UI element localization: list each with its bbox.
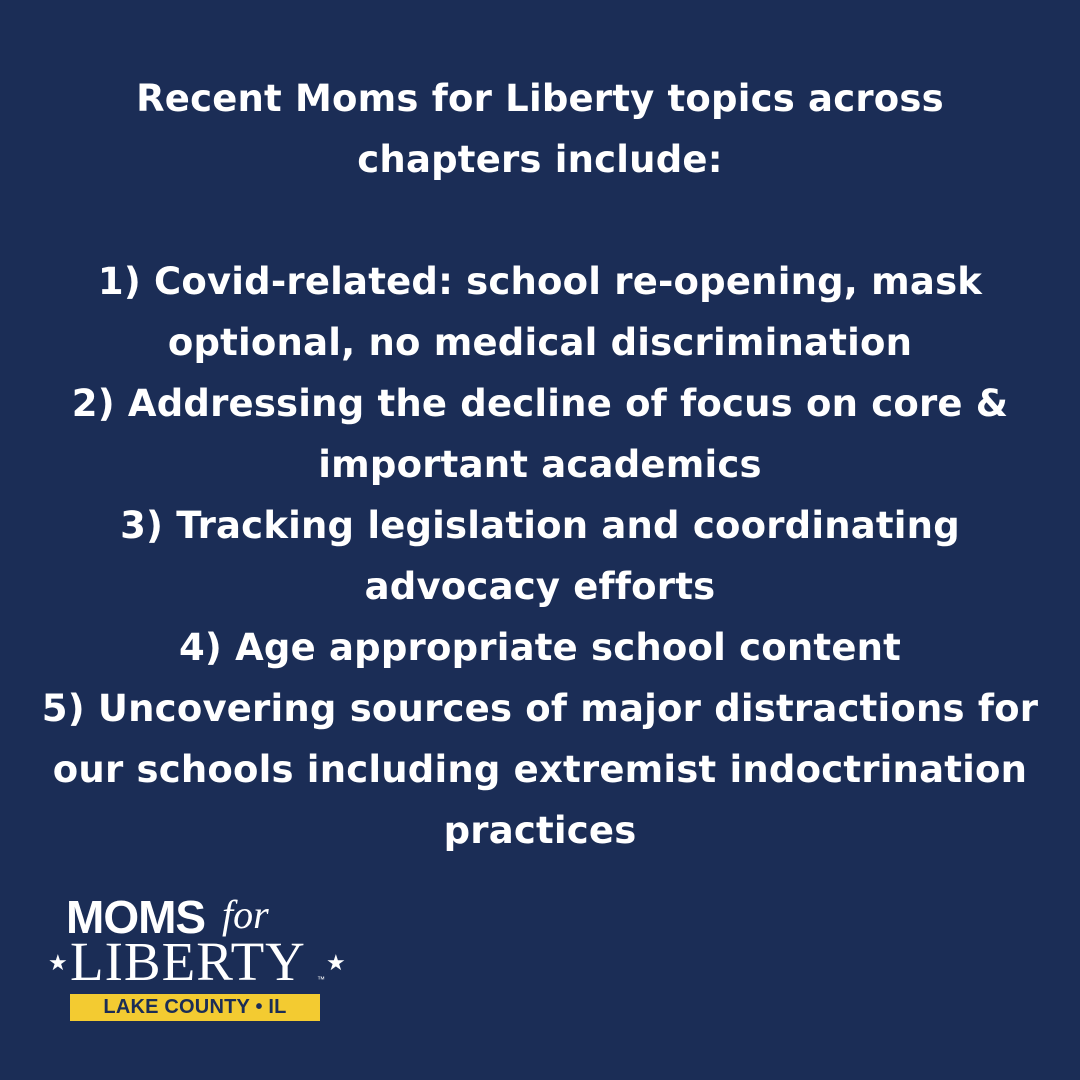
topic-5: 5) Uncovering sources of major distractions for our schools including extremist indoctrination practices	[41, 687, 1039, 852]
post-heading: Recent Moms for Liberty topics across chapters include:	[136, 77, 944, 181]
chapter-banner: LAKE COUNTY • IL	[70, 994, 320, 1021]
star-icon: ★	[326, 951, 346, 976]
logo-liberty-text: LIBERTY	[70, 931, 306, 992]
logo-for-text: for	[222, 892, 269, 937]
moms-for-liberty-logo	[44, 892, 354, 1026]
topic-2: 2) Addressing the decline of focus on core & important academics	[71, 382, 1009, 486]
topic-3: 3) Tracking legislation and coordinating advocacy efforts	[120, 504, 960, 608]
star-icon: ★	[48, 951, 68, 976]
topic-4: 4) Age appropriate school content	[178, 626, 902, 669]
topic-1: 1) Covid-related: school re-opening, mask optional, no medical discrimination	[97, 260, 983, 364]
post-text	[40, 68, 1040, 861]
logo-moms-text: MOMS	[66, 891, 206, 943]
trademark-symbol: ™	[317, 975, 325, 984]
